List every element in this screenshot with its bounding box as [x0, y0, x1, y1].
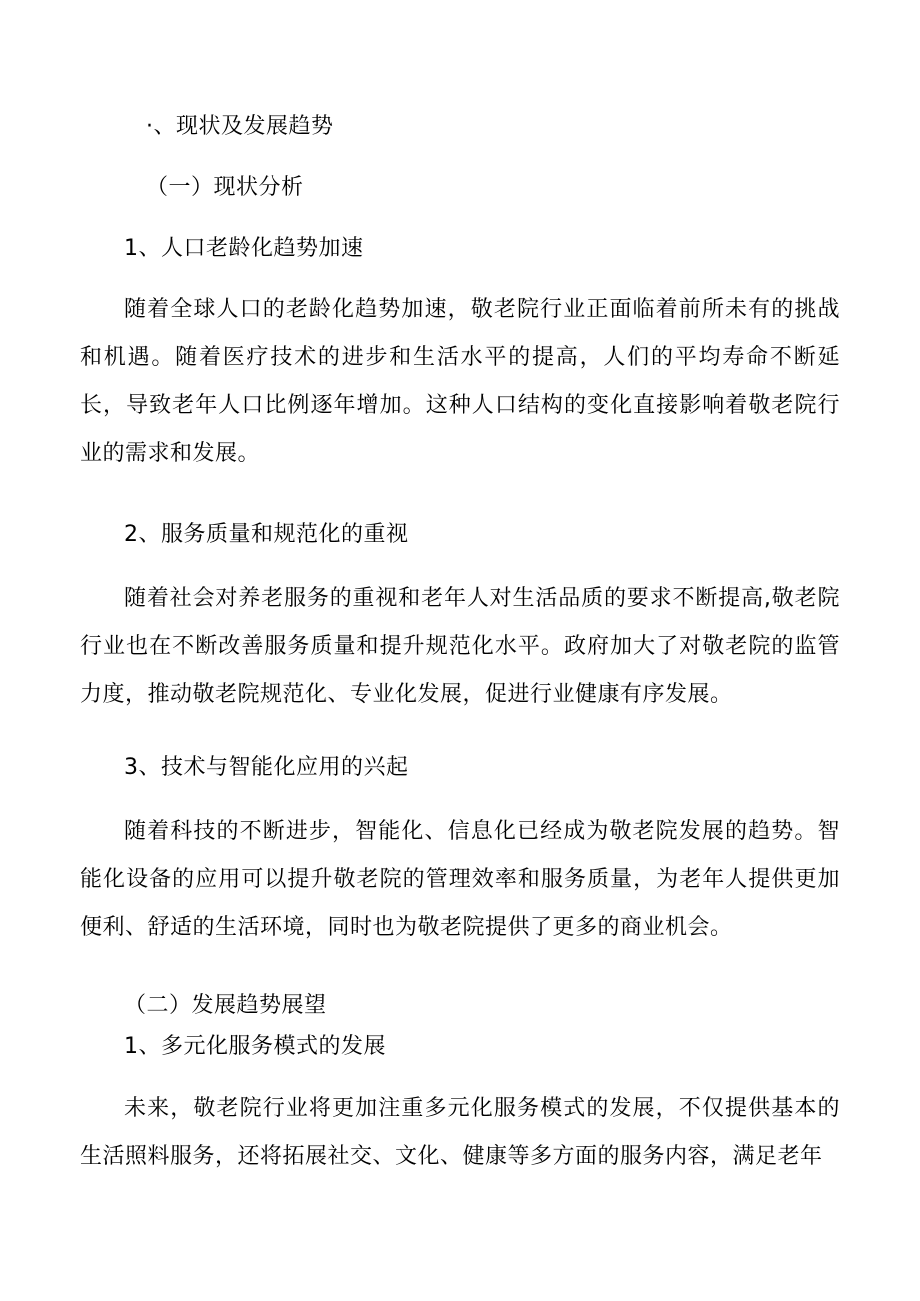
- section-heading-trend-outlook: （二）发展趋势展望: [124, 993, 327, 1018]
- main-heading: ·、现状及发展趋势: [146, 114, 334, 139]
- paragraph-technology-intelligence: 随着科技的不断进步，智能化、信息化已经成为敬老院发展的趋势。智能化设备的应用可以提升敬老院的管理效率和服务质量，为老年人提供更加便利、舒适的生活环境，同时也为敬老院提供了更多的商业机会。: [80, 819, 840, 940]
- section-heading-status-analysis: （一）现状分析: [146, 175, 304, 200]
- subheading-service-quality: 2、服务质量和规范化的重视: [124, 522, 409, 547]
- paragraph-service-quality: 随着社会对养老服务的重视和老年人对生活品质的要求不断提高,敬老院行业也在不断改善服务质量和提升规范化水平。政府加大了对敬老院的监管力度，推动敬老院规范化、专业化发展，促进行业健康有序发展。: [80, 586, 840, 707]
- paragraph-aging-population: 随着全球人口的老龄化趋势加速，敬老院行业正面临着前所未有的挑战和机遇。随着医疗技术的进步和生活水平的提高，人们的平均寿命不断延长，导致老年人口比例逐年增加。这种人口结构的变化直接影响着敬老院行业的需求和发展。: [80, 297, 840, 466]
- subheading-diversified-services: 1、多元化服务模式的发展: [124, 1034, 386, 1059]
- subheading-aging-population: 1、人口老龄化趋势加速: [124, 236, 364, 261]
- paragraph-diversified-services: 未来，敬老院行业将更加注重多元化服务模式的发展，不仅提供基本的生活照料服务，还将拓展社交、文化、健康等多方面的服务内容，满足老年: [80, 1096, 840, 1169]
- subheading-technology-intelligence: 3、技术与智能化应用的兴起: [124, 755, 409, 780]
